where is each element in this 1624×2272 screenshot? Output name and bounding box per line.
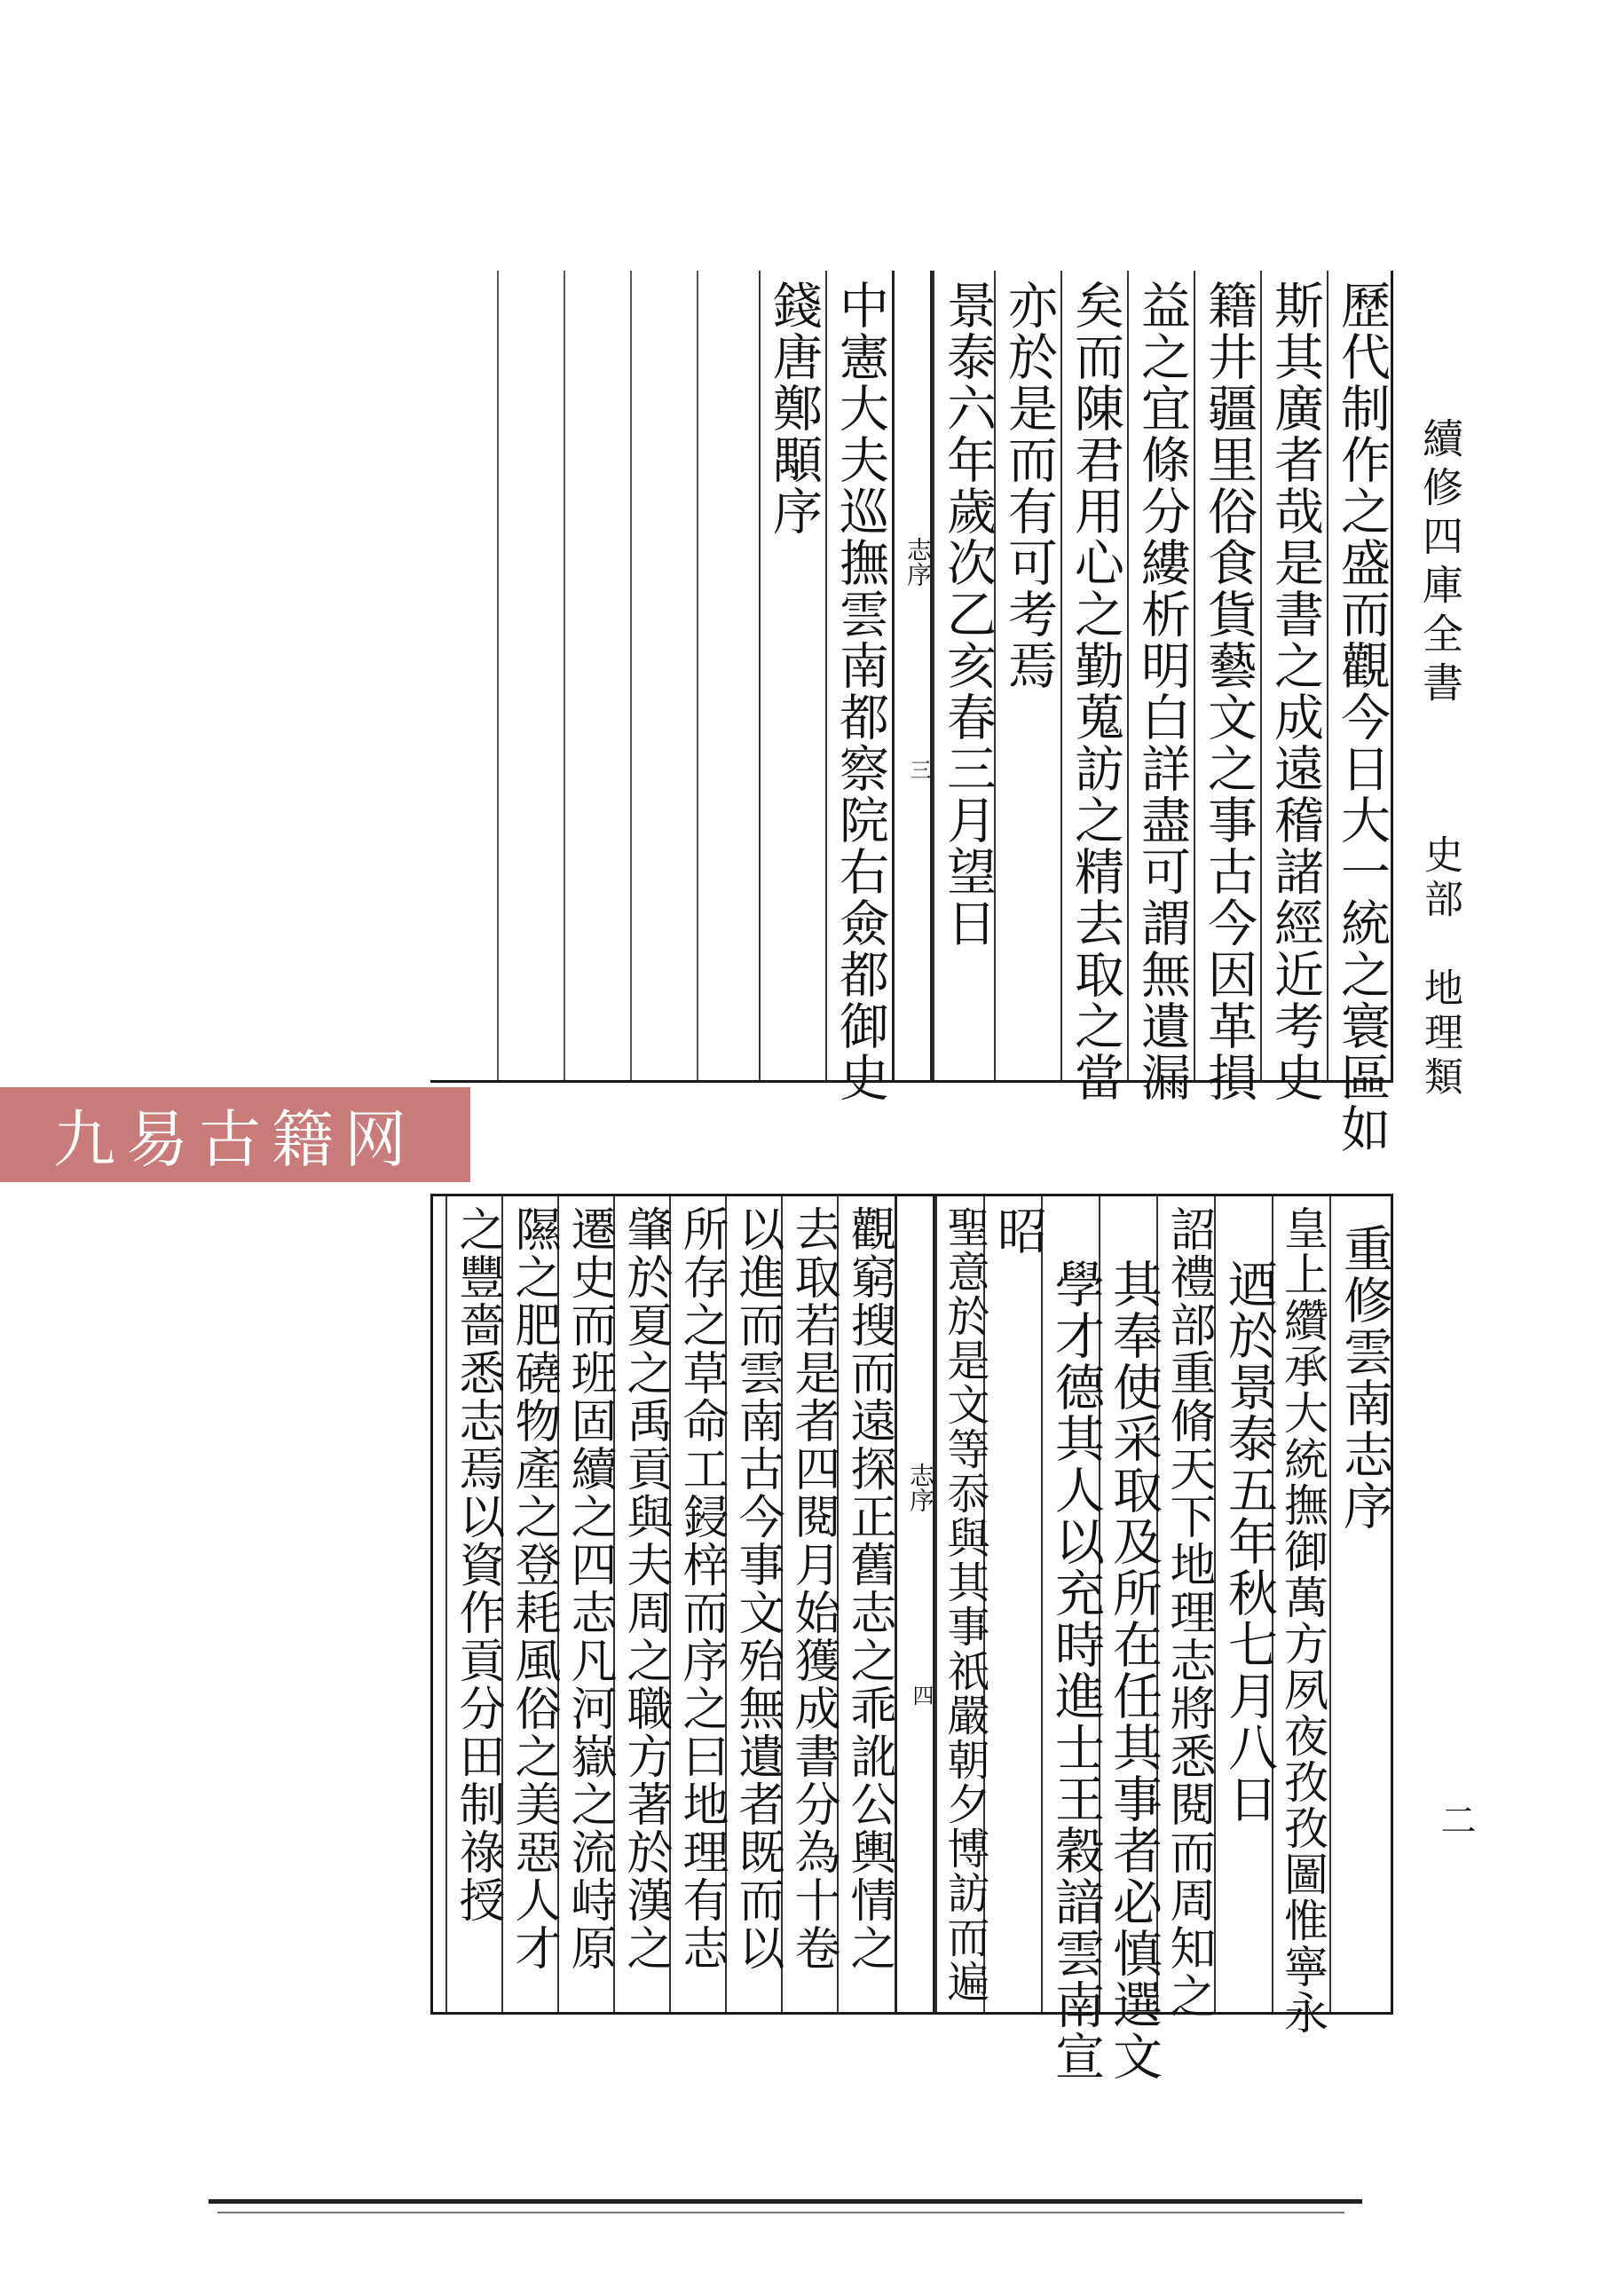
column-text: 斯其廣者哉是書之成遠稽諸經近考史 [1266, 280, 1324, 1103]
text-column [935, 1196, 989, 2012]
text-column [669, 1196, 728, 2012]
column-text: 所存之草命工鋟梓而序之曰地理有志 [674, 1205, 728, 1972]
folio-number: 三 [906, 759, 931, 780]
text-column [501, 1196, 560, 2012]
column-text: 迺於景泰五年秋七月八日 [1220, 1258, 1278, 1825]
text-column [613, 1196, 672, 2012]
text-column [1260, 271, 1326, 1103]
text-column [1041, 1196, 1107, 2082]
text-column [1327, 271, 1392, 1155]
fish-tail-label: 志序 [906, 1463, 935, 1512]
text-column [825, 271, 891, 1103]
fish-tail-margin [892, 271, 933, 1080]
column-text: 矣而陳君用心之勤蒐訪之精去取之當 [1067, 280, 1124, 1103]
column-text: 歷代制作之盛而觀今日大一統之寰區如 [1333, 280, 1391, 1155]
column-rule [630, 271, 632, 1080]
column-rule [564, 271, 565, 1080]
text-column [1156, 1196, 1222, 2020]
column-text: 重修雲南志序 [1336, 1223, 1393, 1532]
section-label: 史部 地理類 [1417, 834, 1462, 1100]
column-text: 景泰六年歲次乙亥春三月望日 [939, 280, 997, 949]
page-border-rule-thin [217, 2212, 1344, 2213]
text-column [445, 1196, 504, 2012]
column-text: 隰之肥磽物產之登耗風俗之美惡人才 [507, 1205, 560, 1972]
column-rule [497, 271, 499, 1080]
folio-number: 四 [909, 1684, 934, 1706]
text-column [1099, 1196, 1164, 2082]
column-text: 之豐嗇悉志焉以資作貢分田制祿授 [451, 1205, 504, 1924]
text-column [725, 1196, 784, 2012]
text-column [557, 1196, 616, 2012]
column-text: 其奉使采取及所在任其事者必慎選文 [1105, 1258, 1163, 2082]
text-column [837, 1196, 894, 2012]
column-text: 觀窮搜而遠探正舊志之乖訛公輿情之 [842, 1205, 895, 1972]
column-text: 益之宜條分縷析明白詳盡可謂無遺漏 [1133, 280, 1191, 1103]
column-text: 遷史而班固續之四志凡河嶽之流峙原 [563, 1205, 616, 1972]
column-text: 以進而雲南古今事文殆無遺者既而以 [730, 1205, 784, 1972]
text-column [933, 271, 997, 1080]
watermark-text: 九易古籍网 [53, 1103, 417, 1176]
fish-tail-margin [895, 1196, 935, 2012]
text-column [1194, 271, 1259, 1103]
page-number: 二 [1435, 1802, 1476, 1837]
text-column [1127, 271, 1193, 1103]
fish-tail-label: 志序 [903, 537, 933, 587]
text-column [994, 271, 1060, 1080]
bottom-leaf [430, 1194, 1393, 2082]
column-text: 詔禮部重脩天下地理志將悉閱而周知之 [1162, 1205, 1215, 2020]
column-text: 學才德其人以充時進士王穀諳雲南宣 [1047, 1258, 1105, 2082]
column-text: 錢唐鄭顒序 [765, 280, 823, 537]
column-text: 中憲大夫巡撫雲南都察院右僉都御史 [832, 280, 889, 1103]
column-text: 亦於是而有可考焉 [1000, 280, 1058, 691]
text-column [983, 1196, 1047, 2012]
column-text: 肇於夏之禹貢與夫周之職方著於漢之 [619, 1205, 672, 1972]
text-column [1329, 1196, 1395, 2012]
text-column [781, 1196, 840, 2012]
watermark-banner [0, 1087, 470, 1182]
text-column [1060, 271, 1126, 1103]
column-text: 籍井疆里俗食貨藝文之事古今因革損 [1200, 280, 1257, 1103]
column-rule [697, 271, 698, 1080]
text-column [1272, 1196, 1337, 2036]
text-column [759, 271, 824, 1080]
column-text: 去取若是者四閱月始獲成書分為十卷 [786, 1205, 840, 1972]
column-text: 皇上纘承大統撫御萬方夙夜孜孜圖惟寧永 [1277, 1205, 1328, 2036]
top-leaf [430, 271, 1393, 1155]
text-column [1214, 1196, 1280, 2012]
page-border-rule [209, 2199, 1362, 2204]
column-text: 昭 [989, 1205, 1047, 1257]
column-text: 聖意於是文等忝與其事祇嚴朝夕博訪而遍 [940, 1205, 989, 2004]
collection-title: 續修四庫全書 [1416, 417, 1464, 710]
